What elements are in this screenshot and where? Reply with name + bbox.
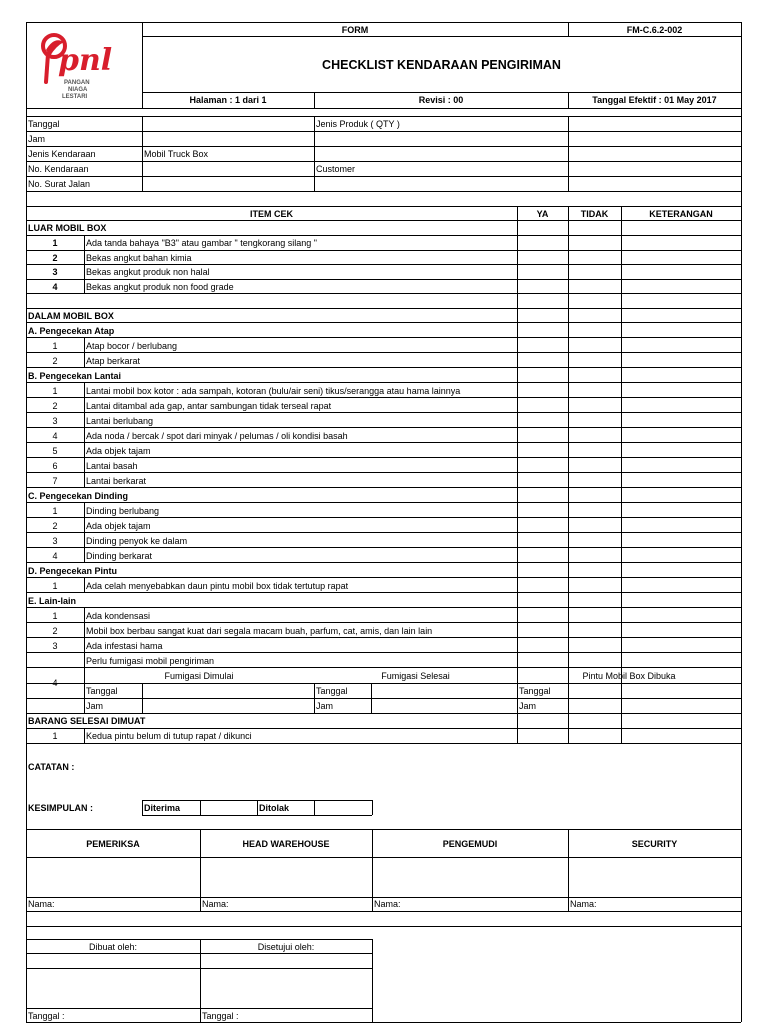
section-barang: BARANG SELESAI DIMUAT xyxy=(28,716,146,726)
grid-line xyxy=(26,457,741,458)
grid-line xyxy=(517,206,518,743)
disetujui-oleh: Disetujui oleh: xyxy=(257,942,315,952)
grid-line xyxy=(26,264,741,265)
jenis-kendaraan-value: Mobil Truck Box xyxy=(144,149,209,159)
grid-line xyxy=(568,206,569,743)
rule xyxy=(741,22,742,1022)
grid-line xyxy=(26,427,741,428)
grid-line xyxy=(26,279,741,280)
rule xyxy=(26,116,741,117)
selesai-jam: Jam xyxy=(316,701,334,711)
item-text: Lantai mobil box kotor : ada sampah, kotoran (bulu/air seni) tikus/serangga atau hama lainnya xyxy=(86,386,461,396)
grid-line xyxy=(26,743,741,744)
no-surat-jalan-label: No. Surat Jalan xyxy=(28,179,91,189)
item-text: Lantai basah xyxy=(86,461,138,471)
section-a: A. Pengecekan Atap xyxy=(28,326,115,336)
kesimpulan-label: KESIMPULAN : xyxy=(28,803,93,813)
grid-line xyxy=(372,800,373,815)
col-ya: YA xyxy=(536,209,549,219)
item-text: Kedua pintu belum di tutup rapat / dikunci xyxy=(86,731,252,741)
grid-line xyxy=(200,800,201,815)
rule xyxy=(26,206,741,207)
selesai-tanggal: Tanggal xyxy=(316,686,348,696)
item-no: 7 xyxy=(52,476,58,486)
grid-line xyxy=(26,637,741,638)
grid-line xyxy=(26,939,372,940)
grid-line xyxy=(26,1022,741,1023)
logo-sub-3: LESTARI xyxy=(62,94,88,100)
tanggal-dibuat: Tanggal : xyxy=(28,1011,65,1021)
item-no: 2 xyxy=(52,356,58,366)
grid-line xyxy=(26,667,741,668)
item-no: 1 xyxy=(52,731,58,741)
grid-line xyxy=(26,698,741,699)
item-no: 2 xyxy=(52,626,58,636)
item-text: Bekas angkut produk non food grade xyxy=(86,282,234,292)
grid-line xyxy=(84,235,85,293)
grid-line xyxy=(26,352,741,353)
item-no: 3 xyxy=(52,267,58,277)
item-text: Mobil box berbau sangat kuat dari segala macam buah, parfum, cat, amis, dan lain lain xyxy=(86,626,433,636)
item-text: Ada objek tajam xyxy=(86,446,151,456)
grid-line xyxy=(26,220,741,221)
item-text: Dinding berkarat xyxy=(86,551,153,561)
item-text: Ada infestasi hama xyxy=(86,641,163,651)
grid-line xyxy=(84,607,85,713)
item-text: Lantai berlubang xyxy=(86,416,154,426)
rule xyxy=(26,108,741,109)
grid-line xyxy=(26,829,741,830)
item-no: 2 xyxy=(52,253,58,263)
grid-line xyxy=(26,622,741,623)
grid-line xyxy=(26,683,741,684)
jenis-produk-label: Jenis Produk ( QTY ) xyxy=(316,119,400,129)
form-label: FORM xyxy=(341,25,369,35)
item-no: 6 xyxy=(52,461,58,471)
item-text: Ada kondensasi xyxy=(86,611,151,621)
grid-line xyxy=(142,815,372,816)
col-tidak: TIDAK xyxy=(580,209,609,219)
grid-line xyxy=(26,728,741,729)
item-text: Atap berkarat xyxy=(86,356,141,366)
item-no: 5 xyxy=(52,446,58,456)
jam-label: Jam xyxy=(28,134,46,144)
fumigasi-dimulai: Fumigasi Dimulai xyxy=(164,671,234,681)
item-no: 3 xyxy=(52,416,58,426)
rule xyxy=(26,22,741,23)
tanggal-label: Tanggal xyxy=(28,119,60,129)
grid-line xyxy=(84,577,85,592)
item-text: Bekas angkut bahan kimia xyxy=(86,253,192,263)
nama-pengemudi: Nama: xyxy=(374,899,401,909)
dibuat-oleh: Dibuat oleh: xyxy=(88,942,138,952)
grid-line xyxy=(26,926,741,927)
pemeriksa-label: PEMERIKSA xyxy=(86,839,140,849)
item-text: Ada celah menyebabkan daun pintu mobil box tidak tertutup rapat xyxy=(86,581,349,591)
grid-line xyxy=(26,713,741,714)
grid-line xyxy=(26,968,372,969)
nama-pemeriksa: Nama: xyxy=(28,899,55,909)
pintu-jam: Jam xyxy=(519,701,537,711)
pengemudi-label: PENGEMUDI xyxy=(442,839,498,849)
item-text: Lantai berkarat xyxy=(86,476,147,486)
grid-line xyxy=(26,577,741,578)
col-keterangan: KETERANGAN xyxy=(649,209,713,219)
pnl-logo xyxy=(36,28,128,104)
grid-line xyxy=(26,442,741,443)
item-text: Dinding berlubang xyxy=(86,506,160,516)
item-text: Atap bocor / berlubang xyxy=(86,341,178,351)
jenis-kendaraan-label: Jenis Kendaraan xyxy=(28,149,96,159)
section-b: B. Pengecekan Lantai xyxy=(28,371,122,381)
rule xyxy=(142,36,741,37)
item-no: 4 xyxy=(52,282,58,292)
rule xyxy=(26,191,741,192)
diterima-option[interactable]: Diterima xyxy=(144,803,181,813)
grid-line xyxy=(84,502,85,562)
grid-line xyxy=(26,367,741,368)
section-e: E. Lain-lain xyxy=(28,596,77,606)
grid-line xyxy=(26,547,741,548)
item-no: 1 xyxy=(52,386,58,396)
item-no: 3 xyxy=(52,641,58,651)
grid-line xyxy=(142,800,143,815)
grid-line xyxy=(84,382,85,487)
grid-line xyxy=(26,502,741,503)
grid-line xyxy=(257,800,258,815)
rule xyxy=(568,116,569,191)
item-text: Lantai ditambal ada gap, antar sambungan tidak terseal rapat xyxy=(86,401,332,411)
grid-line xyxy=(26,857,741,858)
grid-line xyxy=(26,487,741,488)
item-text: Ada noda / bercak / spot dari minyak / pelumas / oli kondisi basah xyxy=(86,431,348,441)
item-no: 1 xyxy=(52,341,58,351)
customer-label: Customer xyxy=(316,164,356,174)
grid-line xyxy=(26,562,741,563)
section-c: C. Pengecekan Dinding xyxy=(28,491,129,501)
nama-head-warehouse: Nama: xyxy=(202,899,229,909)
ditolak-option[interactable]: Ditolak xyxy=(259,803,290,813)
head-warehouse-label: HEAD WAREHOUSE xyxy=(242,839,330,849)
grid-line xyxy=(621,206,622,743)
grid-line xyxy=(26,382,741,383)
item-no: 4 xyxy=(52,551,58,561)
grid-line xyxy=(26,953,372,954)
grid-line xyxy=(26,293,741,294)
item-text: Dinding penyok ke dalam xyxy=(86,536,188,546)
nama-security: Nama: xyxy=(570,899,597,909)
section-luar: LUAR MOBIL BOX xyxy=(28,223,107,233)
item-no: 4 xyxy=(52,431,58,441)
pintu-dibuka: Pintu Mobil Box Dibuka xyxy=(582,671,676,681)
pintu-tanggal: Tanggal xyxy=(519,686,551,696)
fumigasi-selesai: Fumigasi Selesai xyxy=(381,671,450,681)
grid-line xyxy=(371,683,372,713)
logo-text: pnl xyxy=(58,43,113,78)
rule xyxy=(314,116,315,191)
rule xyxy=(26,161,741,162)
item-text: Ada objek tajam xyxy=(86,521,151,531)
item-no: 2 xyxy=(52,521,58,531)
grid-line xyxy=(26,250,741,251)
grid-line xyxy=(26,532,741,533)
grid-line xyxy=(26,235,741,236)
grid-line xyxy=(26,1008,372,1009)
grid-line xyxy=(314,800,315,815)
no-kendaraan-label: No. Kendaraan xyxy=(28,164,89,174)
security-label: SECURITY xyxy=(631,839,678,849)
grid-line xyxy=(26,322,741,323)
grid-line xyxy=(26,472,741,473)
logo-sub-1: PANGAN xyxy=(64,80,90,86)
grid-line xyxy=(26,337,741,338)
col-item-cek: ITEM CEK xyxy=(249,209,293,219)
rule xyxy=(26,146,741,147)
form-title: CHECKLIST KENDARAAN PENGIRIMAN xyxy=(322,58,561,72)
halaman: Halaman : 1 dari 1 xyxy=(189,95,267,105)
logo-sub-2: NIAGA xyxy=(68,87,88,93)
rule xyxy=(26,176,741,177)
item-no: 2 xyxy=(52,401,58,411)
grid-line xyxy=(26,308,741,309)
rule xyxy=(142,92,741,93)
fumigasi-jam: Jam xyxy=(86,701,104,711)
grid-line xyxy=(26,592,741,593)
item-text: Ada tanda bahaya "B3" atau gambar " tengkorang silang " xyxy=(86,238,317,248)
revisi: Revisi : 00 xyxy=(418,95,464,105)
tanggal-disetujui: Tanggal : xyxy=(202,1011,239,1021)
item-no: 1 xyxy=(52,581,58,591)
grid-line xyxy=(84,337,85,367)
grid-line xyxy=(314,683,315,713)
section-dalam: DALAM MOBIL BOX xyxy=(28,311,114,321)
grid-line xyxy=(26,397,741,398)
item-text: Bekas angkut produk non halal xyxy=(86,267,210,277)
catatan-label: CATATAN : xyxy=(28,762,75,772)
grid-line xyxy=(84,728,85,743)
item-text: Perlu fumigasi mobil pengiriman xyxy=(86,656,215,666)
item-no: 3 xyxy=(52,536,58,546)
grid-line xyxy=(26,517,741,518)
grid-line xyxy=(26,911,741,912)
item-no: 4 xyxy=(52,678,58,688)
grid-line xyxy=(372,939,373,1022)
tanggal-efektif: Tanggal Efektif : 01 May 2017 xyxy=(592,95,717,105)
grid-line xyxy=(26,607,741,608)
section-d: D. Pengecekan Pintu xyxy=(28,566,118,576)
rule xyxy=(26,131,741,132)
item-no: 1 xyxy=(52,238,58,248)
item-no: 1 xyxy=(52,611,58,621)
grid-line xyxy=(142,683,143,713)
grid-line xyxy=(26,412,741,413)
rule xyxy=(142,116,143,191)
grid-line xyxy=(26,652,741,653)
fumigasi-tanggal: Tanggal xyxy=(86,686,118,696)
form-code: FM-C.6.2-002 xyxy=(626,25,683,35)
item-no: 1 xyxy=(52,506,58,516)
